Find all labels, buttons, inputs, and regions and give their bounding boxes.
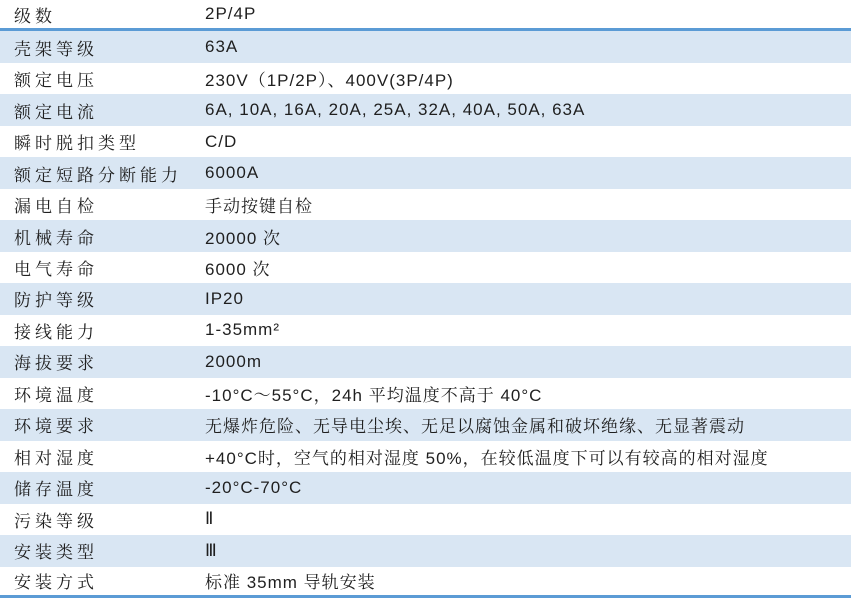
spec-label: 漏电自检	[14, 197, 98, 217]
table-row	[0, 378, 851, 409]
spec-value: 手动按键自检	[205, 197, 313, 217]
spec-label: 环境温度	[14, 385, 98, 405]
table-row	[0, 504, 851, 535]
spec-value: Ⅱ	[205, 509, 215, 529]
spec-label: 储存温度	[14, 480, 98, 500]
spec-label: 额定电压	[14, 71, 98, 91]
spec-label: 海拔要求	[14, 354, 98, 374]
table-row	[0, 535, 851, 566]
spec-label: 级数	[14, 6, 56, 26]
table-row	[0, 220, 851, 251]
spec-value: 63A	[205, 37, 239, 57]
spec-value: 6A, 10A, 16A, 20A, 25A, 32A, 40A, 50A, 63A	[205, 100, 586, 120]
spec-label: 机械寿命	[14, 228, 98, 248]
spec-value: -20°C-70°C	[205, 477, 303, 497]
spec-value: -10°C～55°C，24h 平均温度不高于 40°C	[205, 385, 543, 405]
spec-value: IP20	[205, 288, 244, 308]
table-row	[0, 0, 851, 31]
spec-value: 6000A	[205, 163, 260, 183]
table-row	[0, 441, 851, 472]
spec-value: 2000m	[205, 351, 262, 371]
spec-label: 电气寿命	[14, 260, 98, 280]
spec-value: 标准 35mm 导轨安装	[205, 573, 376, 593]
spec-label: 额定短路分断能力	[14, 165, 182, 185]
table-row	[0, 63, 851, 94]
spec-value: 2P/4P	[205, 4, 257, 24]
table-row	[0, 157, 851, 188]
spec-label: 额定电流	[14, 102, 98, 122]
spec-label: 污染等级	[14, 511, 98, 531]
spec-value: Ⅲ	[205, 540, 218, 560]
spec-label: 安装类型	[14, 543, 98, 563]
table-row	[0, 94, 851, 125]
spec-value: 无爆炸危险、无导电尘埃、无足以腐蚀金属和破坏绝缘、无显著震动	[205, 417, 745, 437]
spec-label: 环境要求	[14, 417, 98, 437]
table-row	[0, 409, 851, 440]
table-row	[0, 252, 851, 283]
spec-label: 防护等级	[14, 291, 98, 311]
spec-value: 6000 次	[205, 260, 271, 280]
table-row	[0, 31, 851, 62]
spec-label: 安装方式	[14, 573, 98, 593]
table-row	[0, 346, 851, 377]
spec-value: 230V（1P/2P）、400V(3P/4P)	[205, 71, 454, 91]
table-row	[0, 472, 851, 503]
table-row	[0, 189, 851, 220]
spec-value: 1-35mm²	[205, 320, 281, 340]
spec-value: 20000 次	[205, 228, 281, 248]
spec-value: C/D	[205, 131, 238, 151]
spec-label: 接线能力	[14, 322, 98, 342]
table-row	[0, 567, 851, 598]
spec-label: 瞬时脱扣类型	[14, 134, 140, 154]
spec-value: +40°C时，空气的相对湿度 50%，在较低温度下可以有较高的相对湿度	[205, 448, 769, 468]
spec-label: 相对湿度	[14, 448, 98, 468]
table-row	[0, 315, 851, 346]
spec-label: 壳架等级	[14, 39, 98, 59]
table-row	[0, 283, 851, 314]
table-row	[0, 126, 851, 157]
